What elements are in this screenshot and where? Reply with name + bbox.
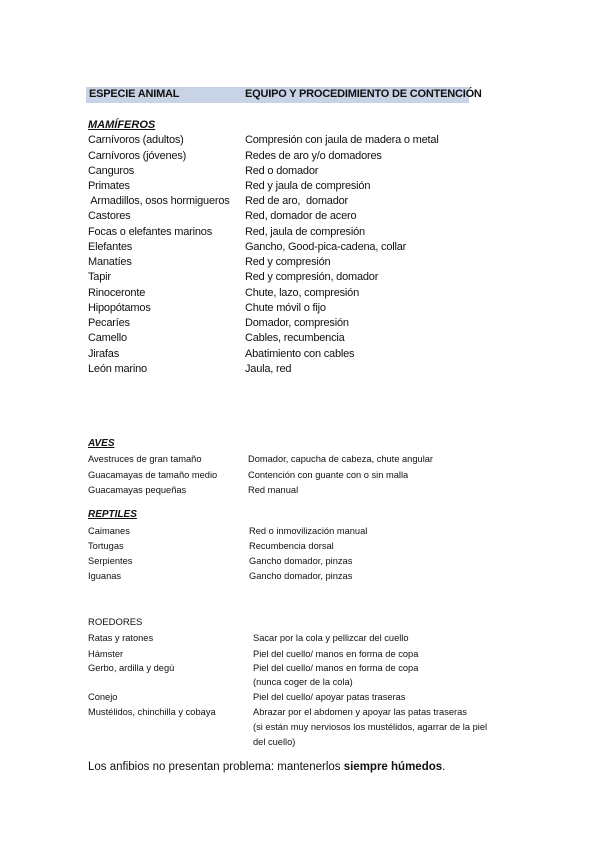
procedure: Chute móvil o fijo [245,302,326,314]
procedure: Domador, compresión [245,317,349,329]
animal-name: Carnívoros (adultos) [88,134,184,146]
animal-name: Caimanes [88,526,130,536]
procedure: Piel del cuello/ apoyar patas traseras [253,692,406,702]
animal-name: Ratas y ratones [88,633,154,643]
animal-name: Tapir [88,271,111,283]
animal-name: Armadillos, osos hormigueros [88,195,230,207]
animal-name: Conejo [88,692,118,702]
procedure: Red o domador [245,165,319,177]
header-species: ESPECIE ANIMAL [89,88,180,100]
procedure: Contención con guante con o sin malla [248,470,409,480]
procedure: (si están muy nerviosos los mustélidos, agarrar de la piel [253,722,488,732]
procedure: Abrazar por el abdomen y apoyar las patas traseras [253,707,467,717]
procedure: (nunca coger de la cola) [253,677,353,687]
procedure: Compresión con jaula de madera o metal [245,134,439,146]
animal-name: Tortugas [88,541,124,551]
animal-name: Pecaríes [88,317,130,329]
procedure: Red, domador de acero [245,210,357,222]
animal-name: Jirafas [88,348,119,360]
procedure: Recumbencia dorsal [249,541,334,551]
animal-name: Castores [88,210,131,222]
section-title-aves: AVES [88,438,115,449]
procedure: Domador, capucha de cabeza, chute angular [248,454,434,464]
animal-name: León marino [88,363,147,375]
animal-name: Gerbo, ardilla y degú [88,663,175,673]
procedure: Piel del cuello/ manos en forma de copa [253,663,419,673]
procedure: Red, jaula de compresión [245,226,365,238]
animal-name: Guacamayas de tamaño medio [88,470,218,480]
section-title-roedores: ROEDORES [88,617,143,628]
footnote-emphasis: siempre húmedos [343,761,443,773]
animal-name: Carnívoros (jóvenes) [88,150,187,162]
footnote-end: . [442,761,446,773]
animal-name: Hipopótamos [88,302,151,314]
animal-name: Serpientes [88,556,133,566]
footnote [88,761,445,773]
procedure: Gancho domador, pinzas [249,571,353,581]
procedure: Piel del cuello/ manos en forma de copa [253,649,419,659]
procedure: Red de aro, domador [245,195,349,207]
procedure: Red y compresión, domador [245,271,379,283]
procedure: Redes de aro y/o domadores [245,150,382,162]
animal-name: Camello [88,332,127,344]
procedure: Sacar por la cola y pellizcar del cuello [253,633,409,643]
animal-name: Avestruces de gran tamaño [88,454,202,464]
procedure: Chute, lazo, compresión [245,287,360,299]
section-title-reptiles: REPTILES [88,509,137,520]
animal-name: Canguros [88,165,135,177]
animal-name: Focas o elefantes marinos [88,226,213,238]
animal-name: Elefantes [88,241,133,253]
animal-name: Hámster [88,649,124,659]
animal-name: Primates [88,180,130,192]
procedure: Gancho domador, pinzas [249,556,353,566]
procedure: Cables, recumbencia [245,332,345,344]
procedure: Red o inmovilización manual [249,526,368,536]
animal-name: Mustélidos, chinchilla y cobaya [88,707,216,717]
procedure: Red y jaula de compresión [245,180,371,192]
animal-name: Rinoceronte [88,287,146,299]
procedure: Gancho, Good-pica-cadena, collar [245,241,407,253]
animal-name: Guacamayas pequeñas [88,485,187,495]
footnote-text: Los anfibios no presentan problema: mantenerlos [88,761,344,773]
procedure: Red y compresión [245,256,331,268]
header-procedure: EQUIPO Y PROCEDIMIENTO DE CONTENCIÓN [245,88,482,100]
section-title-mamiferos: MAMÍFEROS [88,119,156,131]
procedure: Abatimiento con cables [245,348,355,360]
animal-name: Manatíes [88,256,132,268]
procedure: Jaula, red [245,363,292,375]
animal-name: Iguanas [88,571,122,581]
procedure: del cuello) [253,737,296,747]
procedure: Red manual [248,485,299,495]
